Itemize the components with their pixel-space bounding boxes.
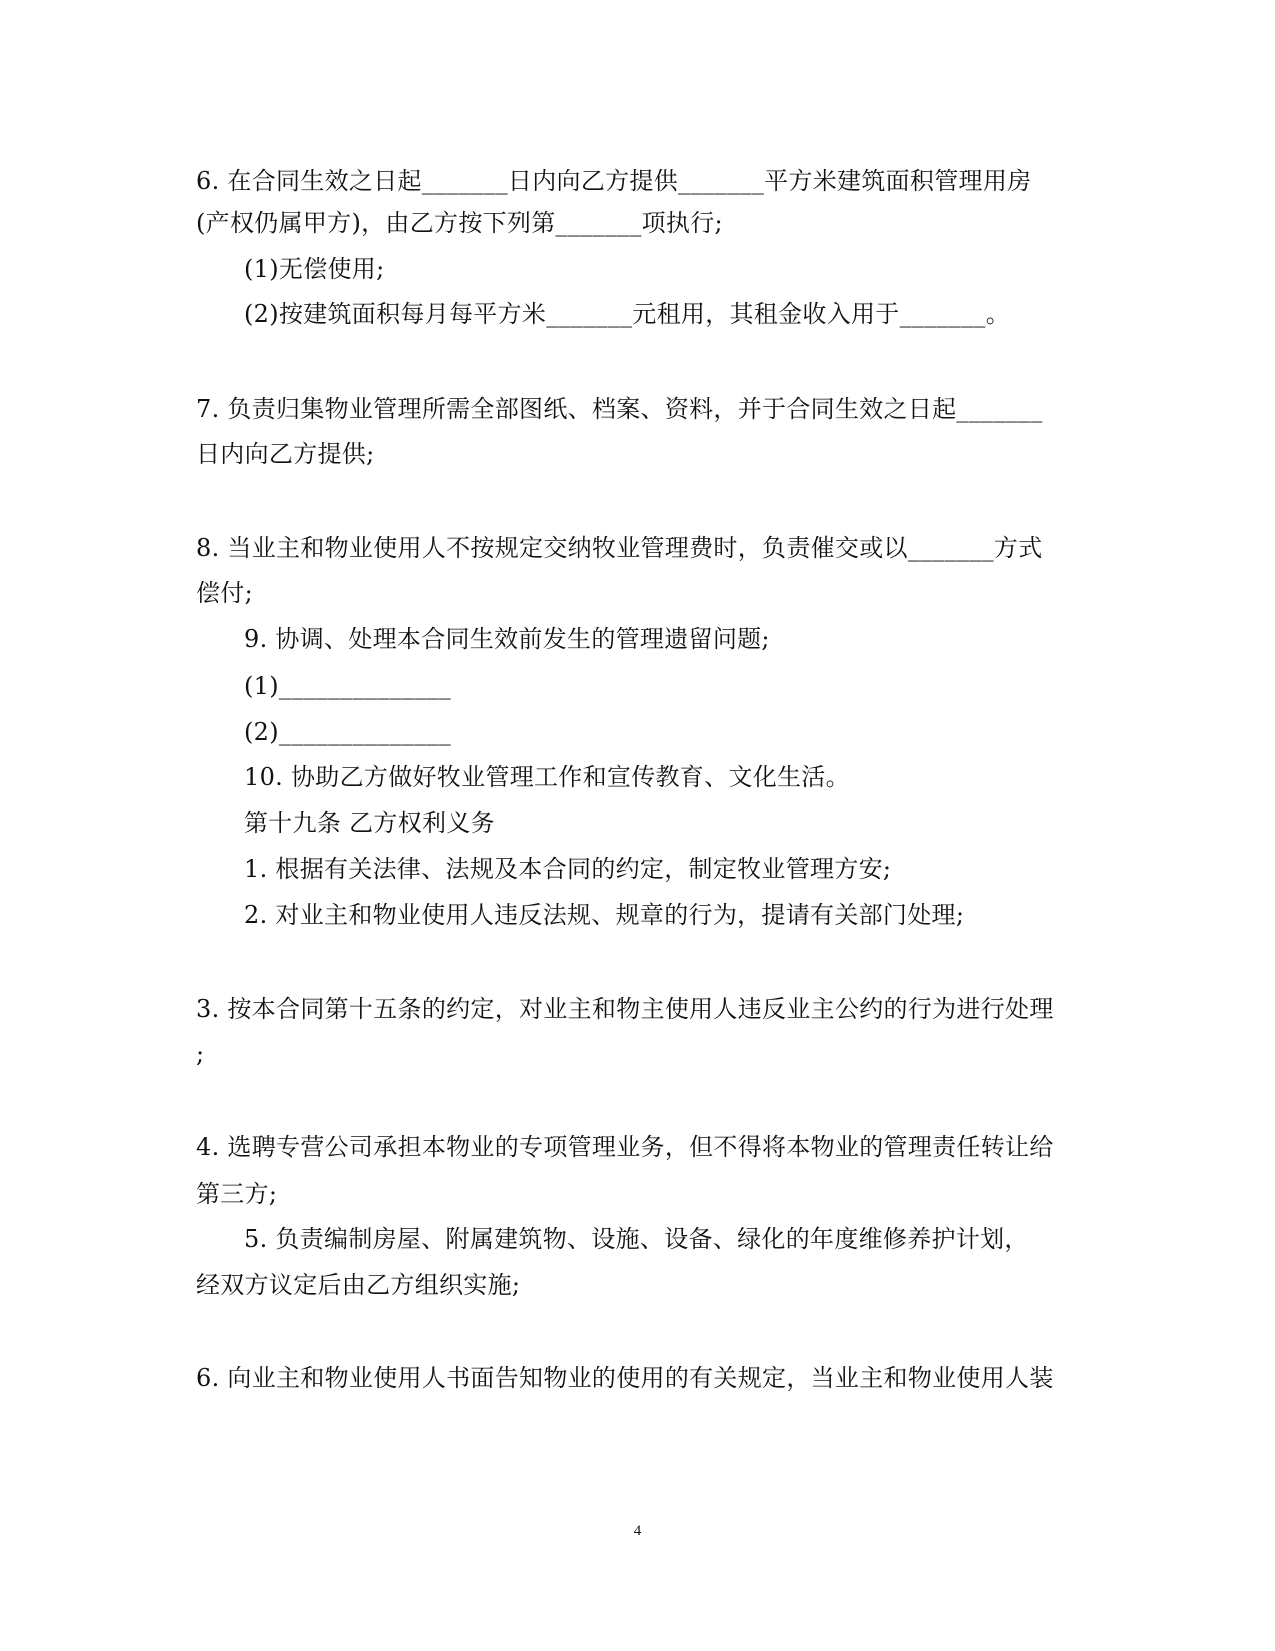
text-line: 8. 当业主和物业使用人不按规定交纳牧业管理费时，负责催交或以_______方式	[196, 534, 1043, 562]
text-line: 5. 负责编制房屋、附属建筑物、设施、设备、绿化的年度维修养护计划，	[244, 1225, 1029, 1253]
text-line: 2. 对业主和物业使用人违反法规、规章的行为，提请有关部门处理;	[244, 901, 965, 929]
text-line: (2)______________	[244, 718, 452, 746]
text-line: 1. 根据有关法律、法规及本合同的约定，制定牧业管理方安;	[244, 855, 892, 883]
text-line: 日内向乙方提供;	[196, 440, 375, 468]
text-line: 10. 协助乙方做好牧业管理工作和宣传教育、文化生活。	[244, 763, 850, 791]
text-line: 4. 选聘专营公司承担本物业的专项管理业务，但不得将本物业的管理责任转让给	[196, 1133, 1054, 1161]
text-line: 第三方;	[196, 1180, 278, 1208]
text-line: 3. 按本合同第十五条的约定，对业主和物主使用人违反业主公约的行为进行处理	[196, 995, 1054, 1023]
section-heading: 第十九条 乙方权利义务	[244, 809, 495, 837]
text-line: 9. 协调、处理本合同生效前发生的管理遗留问题;	[244, 625, 770, 653]
page-number: 4	[633, 1523, 642, 1539]
text-line: 偿付;	[196, 579, 253, 607]
text-line: ;	[196, 1040, 205, 1068]
text-line: 6. 在合同生效之日起_______日内向乙方提供_______平方米建筑面积管理用房	[196, 167, 1032, 195]
text-line: (产权仍属甲方)，由乙方按下列第_______项执行;	[196, 209, 723, 237]
text-line: 经双方议定后由乙方组织实施;	[196, 1271, 521, 1299]
text-line: 7. 负责归集物业管理所需全部图纸、档案、资料，并于合同生效之日起_______	[196, 395, 1043, 423]
text-line: (2)按建筑面积每月每平方米_______元租用，其租金收入用于_______。	[244, 300, 1010, 328]
text-line: (1)无偿使用;	[244, 255, 385, 283]
text-line: 6. 向业主和物业使用人书面告知物业的使用的有关规定，当业主和物业使用人装	[196, 1364, 1054, 1392]
text-line: (1)______________	[244, 672, 452, 700]
